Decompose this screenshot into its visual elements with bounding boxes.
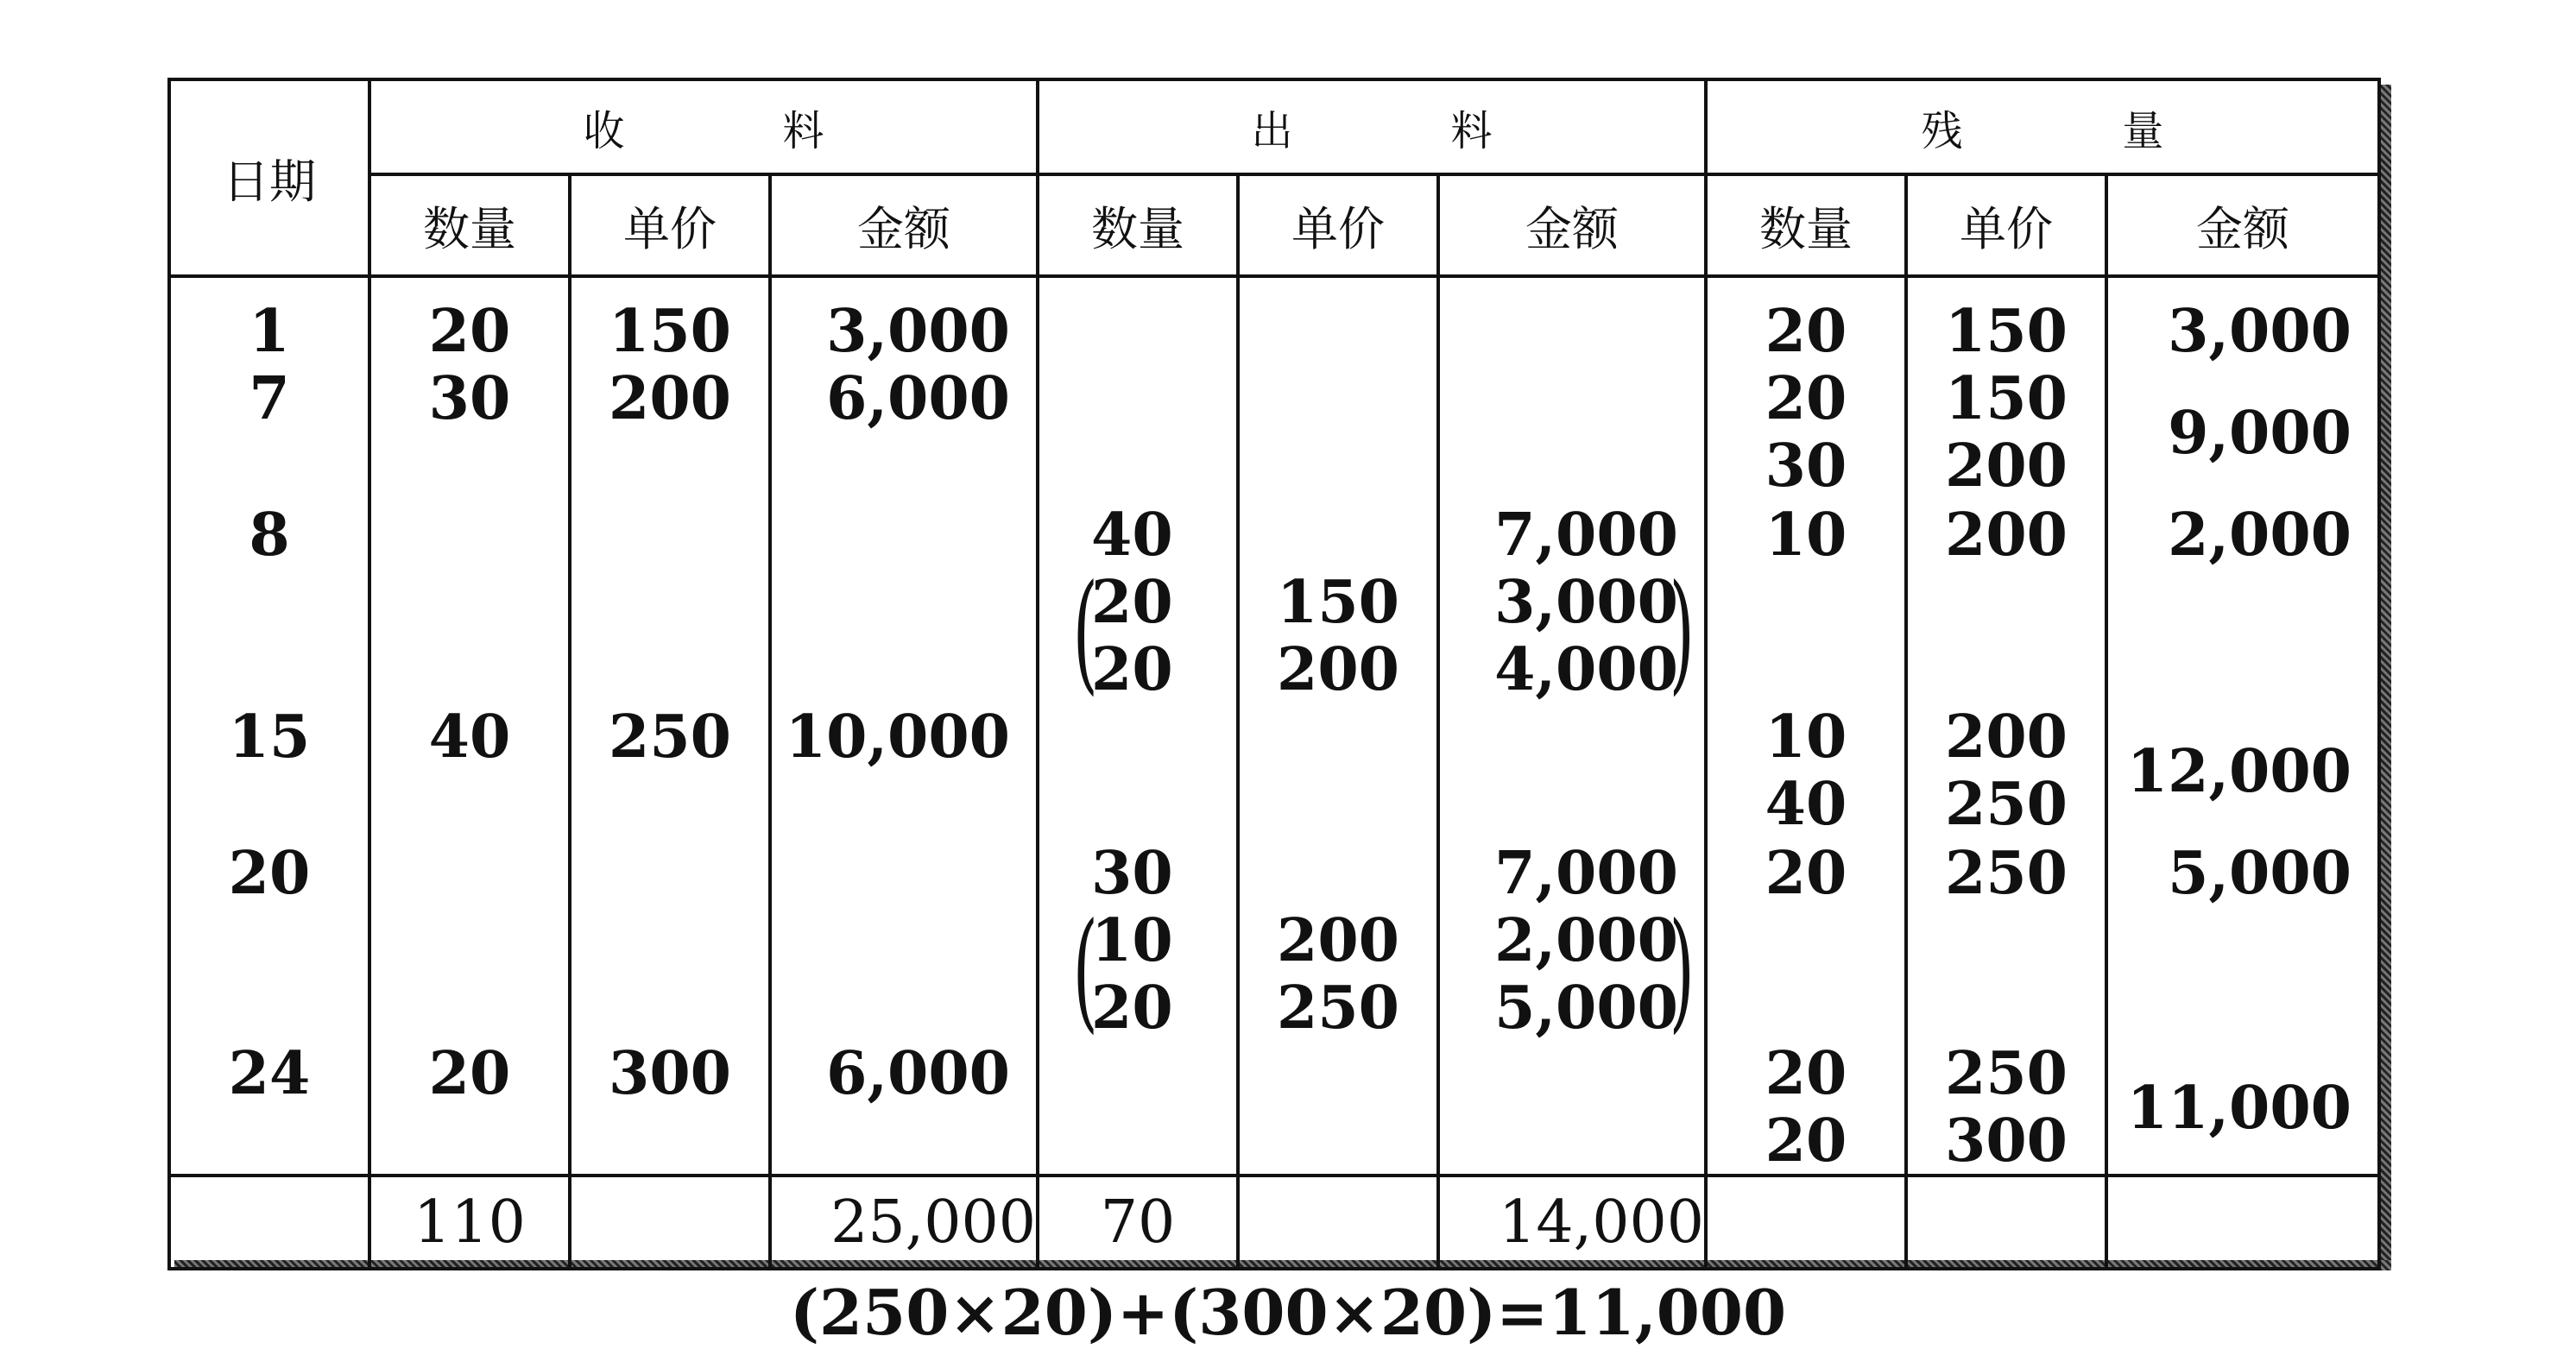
balance-amount-cell: 9,000 (2168, 399, 2352, 468)
issue-qty-cell: 40 (1091, 501, 1173, 570)
receipt-amount-cell: 6,000 (826, 364, 1010, 433)
receipt-qty-cell: 20 (428, 297, 511, 366)
issue-header-char-2: 料 (1450, 106, 1493, 155)
receipt-qty-header: 数量 (369, 174, 570, 276)
date-cell: 20 (228, 839, 311, 908)
balance-amount-cell: 2,000 (2168, 501, 2352, 570)
balance-qty-cell: 20 (1765, 1106, 1847, 1176)
issue-amount-cell: 2,000 (1494, 906, 1678, 975)
issue-qty-cell: 10 (1091, 906, 1173, 975)
date-cell: 8 (249, 501, 290, 570)
balance-amount-cell: 3,000 (2168, 297, 2352, 366)
totals-balance-qty-cell (1706, 1176, 1906, 1269)
balance-qty-cell: 40 (1765, 770, 1847, 839)
issue-qty-cell: 20 (1091, 568, 1173, 637)
issue-qty-cell: 20 (1091, 974, 1173, 1043)
balance-price-cell: 250 (1945, 770, 2068, 839)
balance-qty-cell: 10 (1765, 703, 1847, 772)
balance-price-cell: 200 (1945, 432, 2068, 501)
totals-issue-price-cell (1238, 1176, 1438, 1269)
balance-qty-cell: 10 (1765, 501, 1847, 570)
totals-row (169, 1176, 2379, 1269)
balance-header (1706, 79, 2379, 174)
balance-qty-column (1706, 276, 1906, 1176)
issue-header-char-1: 出 (1251, 106, 1293, 155)
balance-amount-column (2106, 276, 2379, 1176)
issue-qty-column (1038, 276, 1238, 1176)
issue-price-cell: 150 (1277, 568, 1399, 637)
issue-price-cell: 200 (1277, 906, 1399, 975)
receipt-amount-header: 金额 (770, 174, 1038, 276)
balance-price-cell: 300 (1945, 1106, 2068, 1176)
balance-amount-cell: 5,000 (2168, 839, 2352, 908)
receipt-qty-column (369, 276, 570, 1176)
receipt-header-char-2: 料 (782, 106, 824, 155)
balance-qty-cell: 30 (1765, 432, 1847, 501)
receipt-qty-cell: 40 (428, 703, 511, 772)
issue-amount-cell: 3,000 (1494, 568, 1678, 637)
issue-qty-header: 数量 (1038, 174, 1238, 276)
receipt-header (369, 79, 1038, 174)
close-bracket: ) (1670, 558, 1695, 708)
balance-price-cell: 250 (1945, 1039, 2068, 1108)
header-group-row (169, 79, 2379, 174)
issue-amount-cell: 4,000 (1494, 635, 1678, 704)
balance-qty-cell: 20 (1765, 297, 1847, 366)
receipt-header-char-1: 收 (583, 106, 625, 155)
balance-qty-cell: 20 (1765, 839, 1847, 908)
issue-amount-header: 金额 (1438, 174, 1706, 276)
balance-price-cell: 150 (1945, 297, 2068, 366)
totals-balance-price-cell (1906, 1176, 2106, 1269)
open-bracket: ( (1072, 558, 1098, 708)
receipt-amount-cell: 10,000 (785, 703, 1010, 772)
balance-amount-cell: 12,000 (2126, 737, 2352, 806)
balance-header-char-1: 残 (1921, 106, 1963, 155)
total-issue-qty: 70 (1038, 1176, 1238, 1269)
date-header: 日期 (169, 79, 369, 276)
receipt-price-header: 单价 (570, 174, 770, 276)
date-cell: 24 (228, 1039, 311, 1108)
issue-amount-cell: 7,000 (1494, 501, 1678, 570)
totals-receipt-price-cell (570, 1176, 770, 1269)
total-receipt-amount: 25,000 (770, 1176, 1038, 1269)
balance-amount-header: 金额 (2106, 174, 2379, 276)
balance-price-header: 单价 (1906, 174, 2106, 276)
issue-price-cell: 200 (1277, 635, 1399, 704)
issue-amount-cell: 5,000 (1494, 974, 1678, 1043)
balance-qty-cell: 20 (1765, 364, 1847, 433)
balance-qty-header: 数量 (1706, 174, 1906, 276)
header-sub-row (169, 174, 2379, 276)
balance-price-cell: 250 (1945, 839, 2068, 908)
totals-balance-amount-cell (2106, 1176, 2379, 1269)
ending-inventory-formula: (250×20)+(300×20)=11,000 (789, 1276, 1787, 1349)
issue-price-column (1238, 276, 1438, 1176)
receipt-qty-cell: 30 (428, 364, 511, 433)
date-cell: 1 (249, 297, 290, 366)
date-column (169, 276, 369, 1176)
balance-amount-cell: 11,000 (2126, 1074, 2352, 1143)
totals-date-cell (169, 1176, 369, 1269)
receipt-price-cell: 150 (609, 297, 731, 366)
open-bracket: ( (1072, 896, 1098, 1046)
date-cell: 7 (249, 364, 290, 433)
issue-price-header: 单价 (1238, 174, 1438, 276)
total-receipt-qty: 110 (369, 1176, 570, 1269)
receipt-price-column (570, 276, 770, 1176)
balance-header-char-2: 量 (2122, 106, 2164, 155)
balance-price-cell: 200 (1945, 703, 2068, 772)
issue-header (1038, 79, 1706, 174)
balance-price-column (1906, 276, 2106, 1176)
close-bracket: ) (1670, 896, 1695, 1046)
issue-amount-column (1438, 276, 1706, 1176)
balance-qty-cell: 20 (1765, 1039, 1847, 1108)
total-issue-amount: 14,000 (1438, 1176, 1706, 1269)
receipt-price-cell: 200 (609, 364, 731, 433)
receipt-amount-cell: 6,000 (826, 1039, 1010, 1108)
receipt-amount-cell: 3,000 (826, 297, 1010, 366)
issue-qty-cell: 20 (1091, 635, 1173, 704)
balance-price-cell: 200 (1945, 501, 2068, 570)
issue-qty-cell: 30 (1091, 839, 1173, 908)
ledger-body-row (169, 276, 2379, 1176)
date-cell: 15 (228, 703, 311, 772)
receipt-amount-column (770, 276, 1038, 1176)
receipt-price-cell: 250 (609, 703, 731, 772)
issue-price-cell: 250 (1277, 974, 1399, 1043)
inventory-ledger-table (167, 78, 2381, 1270)
balance-price-cell: 150 (1945, 364, 2068, 433)
receipt-price-cell: 300 (609, 1039, 731, 1108)
issue-amount-cell: 7,000 (1494, 839, 1678, 908)
receipt-qty-cell: 20 (428, 1039, 511, 1108)
